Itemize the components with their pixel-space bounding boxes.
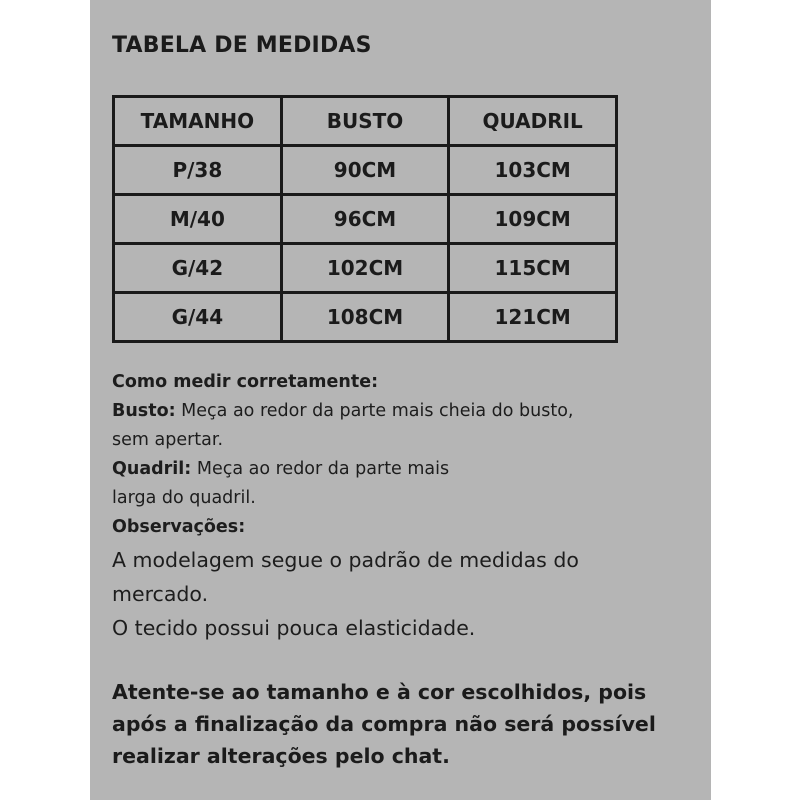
observations-heading: Observações: (112, 517, 246, 537)
observations-text (112, 543, 692, 645)
cell-size: P/38 (114, 146, 282, 195)
bust-label: Busto: (112, 401, 176, 421)
purchase-notice (112, 676, 702, 772)
header-hip: QUADRIL (449, 97, 617, 146)
notice-line: Atente-se ao tamanho e à cor escolhidos, pois (112, 680, 647, 704)
cell-hip: 103CM (449, 146, 617, 195)
measuring-instructions (112, 368, 672, 542)
size-chart-panel (90, 0, 711, 800)
page-title: TABELA DE MEDIDAS (112, 33, 372, 58)
observation-line: A modelagem segue o padrão de medidas do (112, 548, 579, 572)
cell-bust: 102CM (281, 244, 449, 293)
cell-bust: 90CM (281, 146, 449, 195)
cell-bust: 96CM (281, 195, 449, 244)
cell-hip: 115CM (449, 244, 617, 293)
notice-line: após a finalização da compra não será possível (112, 712, 656, 736)
table-row (114, 293, 617, 342)
observation-line: O tecido possui pouca elasticidade. (112, 616, 476, 640)
header-bust: BUSTO (281, 97, 449, 146)
header-size: TAMANHO (114, 97, 282, 146)
cell-hip: 109CM (449, 195, 617, 244)
how-to-heading: Como medir corretamente: (112, 372, 379, 392)
bust-instruction: Meça ao redor da parte mais cheia do busto, (175, 401, 574, 421)
cell-size: M/40 (114, 195, 282, 244)
table-row (114, 195, 617, 244)
hip-instruction-cont: larga do quadril. (112, 488, 256, 508)
hip-label: Quadril: (112, 459, 192, 479)
table-row (114, 146, 617, 195)
cell-size: G/44 (114, 293, 282, 342)
notice-line: realizar alterações pelo chat. (112, 744, 450, 768)
size-table (112, 95, 618, 343)
hip-instruction: Meça ao redor da parte mais (191, 459, 450, 479)
observation-line: mercado. (112, 582, 209, 606)
bust-instruction-cont: sem apertar. (112, 430, 224, 450)
table-header-row (114, 97, 617, 146)
table-row (114, 244, 617, 293)
cell-bust: 108CM (281, 293, 449, 342)
cell-size: G/42 (114, 244, 282, 293)
cell-hip: 121CM (449, 293, 617, 342)
